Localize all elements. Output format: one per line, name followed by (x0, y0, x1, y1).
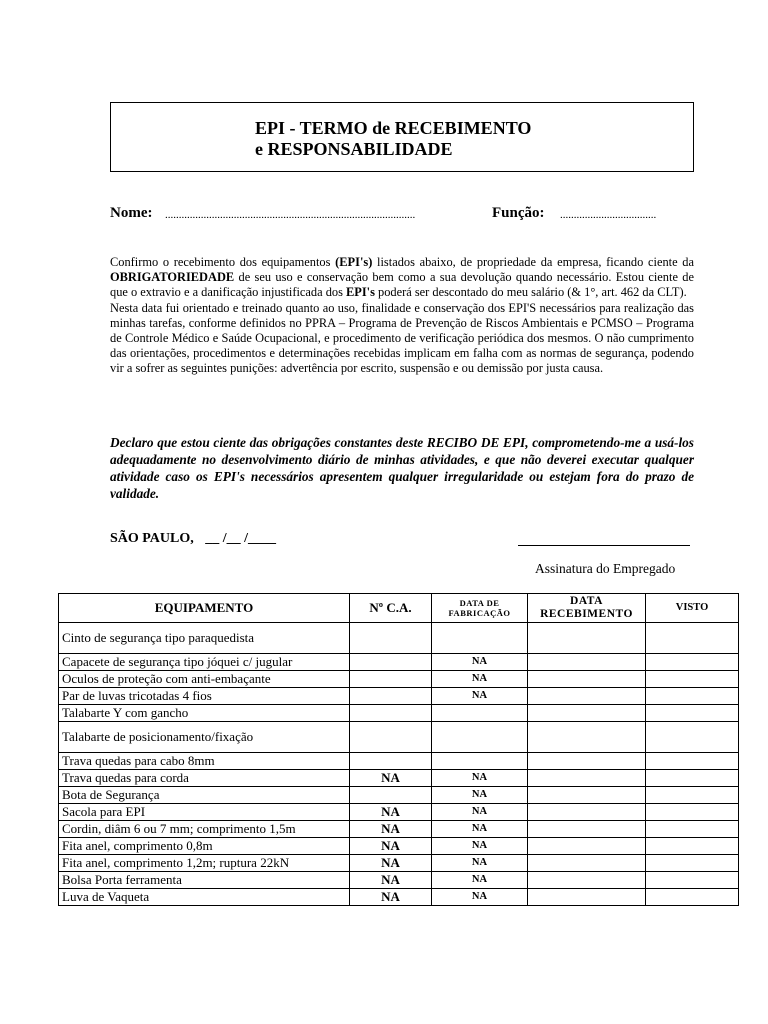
terms-paragraph-1: Confirmo o recebimento dos equipamentos (EPI's) listados abaixo, de propriedade da empresa, ficando ciente da OBRIGATORIEDADE de seu uso e conservação bem como a sua devolução quando necessário. Estou ciente de que o extravio e a danificação injustificada dos EPI's poderá ser descontado do meu salário (& 1°, art. 462 da CLT). (110, 255, 694, 300)
fabrication-date-cell[interactable] (432, 705, 528, 722)
visto-cell[interactable] (646, 705, 739, 722)
ca-cell[interactable]: NA (350, 872, 432, 889)
receipt-date-cell[interactable] (528, 705, 646, 722)
ca-cell[interactable] (350, 654, 432, 671)
visto-cell[interactable] (646, 889, 739, 906)
receipt-date-cell[interactable] (528, 753, 646, 770)
receipt-date-cell[interactable] (528, 623, 646, 654)
ca-cell[interactable] (350, 787, 432, 804)
document-title-line-2: e RESPONSABILIDADE (255, 139, 453, 159)
ca-cell[interactable] (350, 722, 432, 753)
col-header-equipamento: EQUIPAMENTO (59, 594, 350, 623)
receipt-date-cell[interactable] (528, 671, 646, 688)
ca-cell[interactable] (350, 688, 432, 705)
equipment-name-cell: Cinto de segurança tipo paraquedista (59, 623, 350, 654)
fabrication-date-cell[interactable]: NA (432, 688, 528, 705)
equipment-name-cell: Cordin, diâm 6 ou 7 mm; comprimento 1,5m (59, 821, 350, 838)
receipt-date-cell[interactable] (528, 688, 646, 705)
fabrication-date-cell[interactable]: NA (432, 804, 528, 821)
ca-cell[interactable]: NA (350, 821, 432, 838)
visto-cell[interactable] (646, 722, 739, 753)
table-row (59, 889, 739, 906)
title-box (110, 102, 694, 172)
table-row (59, 821, 739, 838)
visto-cell[interactable] (646, 838, 739, 855)
visto-cell[interactable] (646, 623, 739, 654)
receipt-date-cell[interactable] (528, 855, 646, 872)
fabrication-date-cell[interactable]: NA (432, 821, 528, 838)
function-label: Função: (492, 205, 545, 221)
fabrication-date-cell[interactable]: NA (432, 872, 528, 889)
signature-label: Assinatura do Empregado (535, 561, 676, 576)
fabrication-date-cell[interactable] (432, 722, 528, 753)
fabrication-date-cell[interactable]: NA (432, 654, 528, 671)
visto-cell[interactable] (646, 753, 739, 770)
ca-cell[interactable]: NA (350, 889, 432, 906)
receipt-date-cell[interactable] (528, 838, 646, 855)
function-field[interactable]: ................................... (560, 209, 657, 221)
fabrication-date-cell[interactable]: NA (432, 838, 528, 855)
date-field[interactable]: __ /__ /____ (205, 531, 277, 546)
fabrication-date-cell[interactable] (432, 623, 528, 654)
receipt-date-cell[interactable] (528, 770, 646, 787)
name-field[interactable]: ........................................................................................... (165, 209, 416, 221)
equipment-name-cell: Trava quedas para corda (59, 770, 350, 787)
city-label: SÃO PAULO, (110, 531, 194, 546)
equipment-name-cell: Sacola para EPI (59, 804, 350, 821)
fabrication-date-cell[interactable]: NA (432, 787, 528, 804)
table-row (59, 855, 739, 872)
fabrication-date-cell[interactable] (432, 753, 528, 770)
receipt-date-cell[interactable] (528, 654, 646, 671)
visto-cell[interactable] (646, 855, 739, 872)
table-row (59, 722, 739, 753)
ca-cell[interactable] (350, 705, 432, 722)
equipment-name-cell: Oculos de proteção com anti-embaçante (59, 671, 350, 688)
fabrication-date-cell[interactable]: NA (432, 889, 528, 906)
visto-cell[interactable] (646, 688, 739, 705)
equipment-name-cell: Trava quedas para cabo 8mm (59, 753, 350, 770)
equipment-name-cell: Par de luvas tricotadas 4 fios (59, 688, 350, 705)
col-header-ca: Nº C.A. (350, 594, 432, 623)
receipt-date-cell[interactable] (528, 787, 646, 804)
signature-line[interactable] (518, 545, 690, 546)
table-row (59, 671, 739, 688)
equipment-name-cell: Fita anel, comprimento 1,2m; ruptura 22kN (59, 855, 350, 872)
receipt-date-cell[interactable] (528, 821, 646, 838)
visto-cell[interactable] (646, 671, 739, 688)
name-label: Nome: (110, 205, 153, 221)
visto-cell[interactable] (646, 654, 739, 671)
table-row (59, 623, 739, 654)
equipment-name-cell: Bota de Segurança (59, 787, 350, 804)
receipt-date-cell[interactable] (528, 804, 646, 821)
declaration-text: Declaro que estou ciente das obrigações constantes deste RECIBO DE EPI, comprometendo-me a usá-los adequadamente no desenvolvimento diário de minhas atividades, e que não deverei executar qualquer atividade caso os EPI's necessários apresentem qualquer irregularidade ou estejam fora do prazo de validade. (110, 435, 694, 501)
equipment-name-cell: Talabarte Y com gancho (59, 705, 350, 722)
equipment-name-cell: Bolsa Porta ferramenta (59, 872, 350, 889)
visto-cell[interactable] (646, 804, 739, 821)
name-function-row (110, 205, 694, 225)
equipment-name-cell: Fita anel, comprimento 0,8m (59, 838, 350, 855)
table-row (59, 872, 739, 889)
ca-cell[interactable]: NA (350, 770, 432, 787)
table-row (59, 654, 739, 671)
table-row (59, 688, 739, 705)
ca-cell[interactable] (350, 671, 432, 688)
table-row (59, 787, 739, 804)
table-header-row (59, 594, 739, 623)
ca-cell[interactable]: NA (350, 855, 432, 872)
epi-table (58, 593, 739, 906)
table-row (59, 753, 739, 770)
col-header-recebimento: DATA RECEBIMENTO (528, 594, 646, 623)
col-header-fabricacao: DATA DE FABRICAÇÃO (432, 594, 528, 623)
city-date-row (110, 531, 276, 547)
ca-cell[interactable] (350, 753, 432, 770)
ca-cell[interactable]: NA (350, 804, 432, 821)
document-title-line-1: EPI - TERMO de RECEBIMENTO (255, 118, 532, 138)
visto-cell[interactable] (646, 787, 739, 804)
fabrication-date-cell[interactable]: NA (432, 770, 528, 787)
table-row (59, 838, 739, 855)
visto-cell[interactable] (646, 872, 739, 889)
ca-cell[interactable]: NA (350, 838, 432, 855)
fabrication-date-cell[interactable]: NA (432, 671, 528, 688)
terms-text (110, 255, 694, 377)
equipment-name-cell: Capacete de segurança tipo jóquei c/ jugular (59, 654, 350, 671)
ca-cell[interactable] (350, 623, 432, 654)
visto-cell[interactable] (646, 770, 739, 787)
receipt-date-cell[interactable] (528, 722, 646, 753)
terms-paragraph-2: Nesta data fui orientado e treinado quanto ao uso, finalidade e conservação dos EPI'S necessários para realização das minhas tarefas, conforme definidos no PPRA – Programa de Prevenção de Riscos Ambientais e PCMSO – Programa de Controle Médico e Saúde Ocupacional, e procedimento de verificação periódica dos mesmos. O não cumprimento das orientações, procedimentos e determinações recebidas implicam em falha com as normas de segurança, podendo vir a sofrer as seguintes punições: advertência por escrito, suspensão e ou demissão por justa causa. (110, 300, 694, 376)
fabrication-date-cell[interactable]: NA (432, 855, 528, 872)
equipment-name-cell: Luva de Vaqueta (59, 889, 350, 906)
table-row (59, 770, 739, 787)
receipt-date-cell[interactable] (528, 889, 646, 906)
table-row (59, 804, 739, 821)
table-row (59, 705, 739, 722)
equipment-name-cell: Talabarte de posicionamento/fixação (59, 722, 350, 753)
receipt-date-cell[interactable] (528, 872, 646, 889)
col-header-visto: VISTO (646, 594, 739, 623)
visto-cell[interactable] (646, 821, 739, 838)
